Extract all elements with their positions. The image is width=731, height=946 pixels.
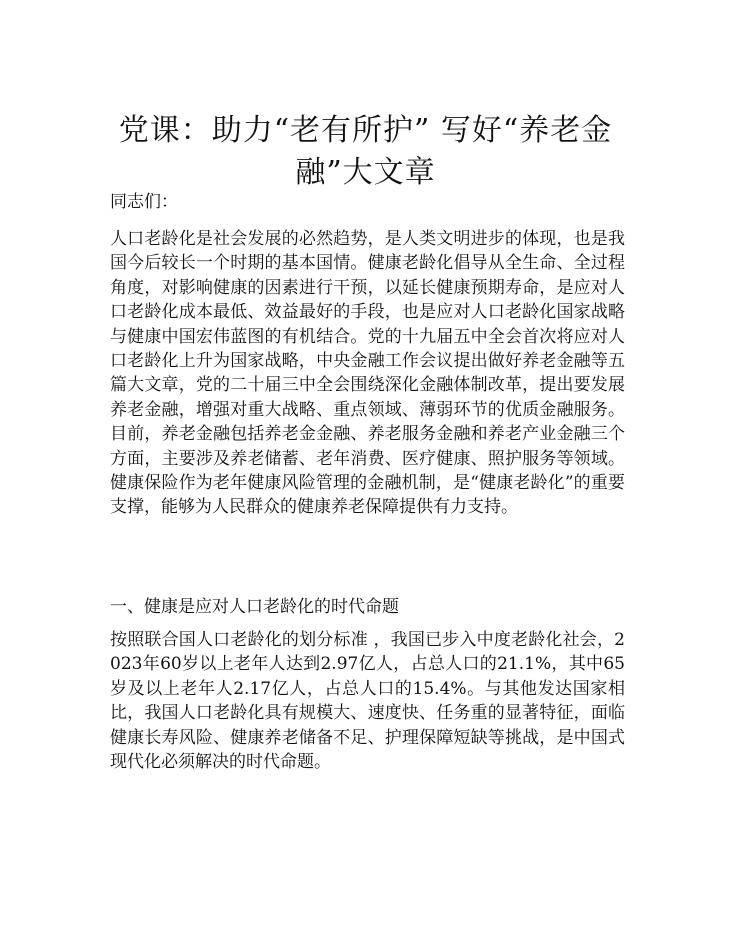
document-title: 党课：助力“老有所护” 写好“养老金融”大文章 [118,113,613,190]
paragraph-section-one: 按照联合国人口老龄化的划分标准 ，我国已步入中度老龄化社会，2023年60岁以上老年人达到2.97亿人，占总人口的21.1%，其中65岁及以上老年人2.17亿人，占总人口的15.4%。与其他发达国家相比，我国人口老龄化具有规模大、速度快、任务重的显著特征，面临健康长寿风险、健康养老储备不足、护理保障短缺等挑战，是中国式现代化必须解决的时代命题。 [110,630,625,773]
paragraph-intro: 人口老龄化是社会发展的必然趋势，是人类文明进步的体现，也是我国今后较长一个时期的基本国情。健康老龄化倡导从全生命、全过程角度，对影响健康的因素进行干预，以延长健康预期寿命，是应对人口老龄化成本最低、效益最好的手段，也是应对人口老龄化国家战略与健康中国宏伟蓝图的有机结合。党的十九届五中全会首次将应对人口老龄化上升为国家战略，中央金融工作会议提出做好养老金融等五篇大文章，党的二十届三中全会围绕深化金融体制改革，提出要发展养老金融，增强对重大战略、重点领域、薄弱环节的优质金融服务。目前，养老金融包括养老金金融、养老服务金融和养老产业金融三个方面，主要涉及养老储蓄、老年消费、医疗健康、照护服务等领域。健康保险作为老年健康风险管理的金融机制，是“健康老龄化”的重要支撑，能够为人民群众的健康养老保障提供有力支持。 [110,229,625,518]
greeting: 同志们： [110,192,178,212]
section-heading: 一、健康是应对人口老龄化的时代命题 [110,597,399,617]
